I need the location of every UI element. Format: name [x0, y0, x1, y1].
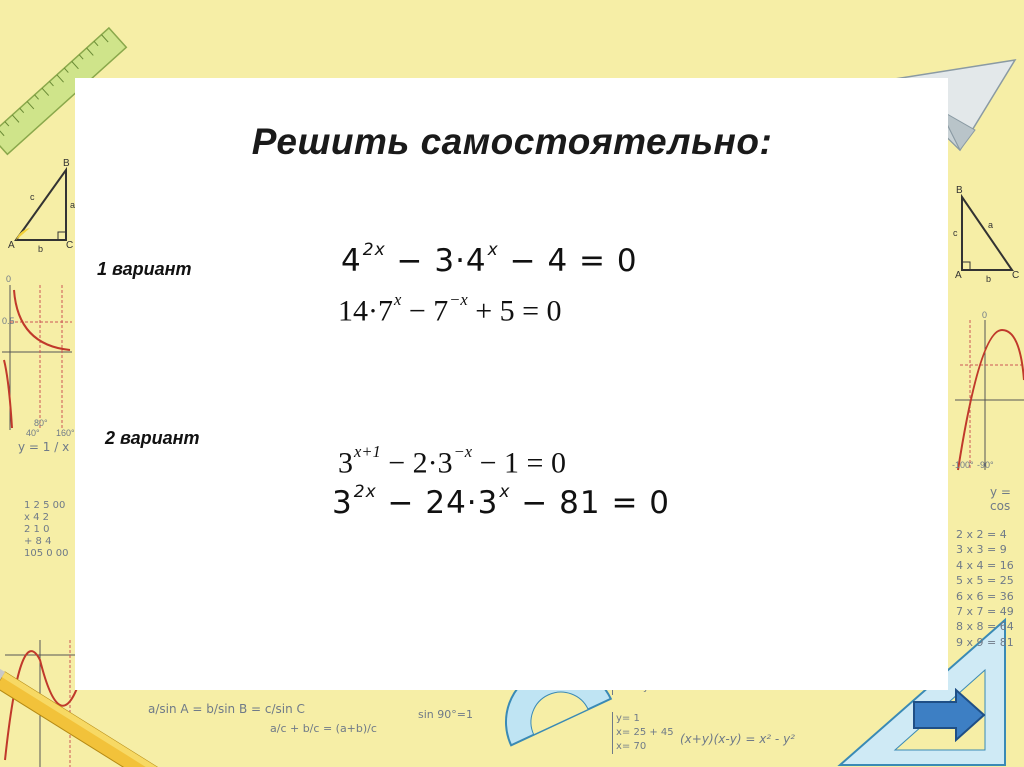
- svg-text:80°: 80°: [34, 418, 48, 428]
- multiplication-table: 2 x 2 = 4 3 x 3 = 9 4 x 4 = 16 5 x 5 = 25 6 x 6 = 36 7 x 7 = 49 8 x 8 = 64 9 x 9 = 81: [956, 528, 1014, 649]
- equation-system-2: y= 1 x= 25 + 45 x= 70: [612, 712, 674, 754]
- long-multiplication: 1 2 5 00 x 4 2 2 1 0 + 8 4 105 0 00: [24, 500, 69, 559]
- svg-text:a: a: [70, 200, 76, 210]
- svg-text:B: B: [63, 158, 70, 169]
- sine-rule: a/sin A = b/sin B = c/sin C: [148, 702, 305, 716]
- graph-cos-icon: [955, 320, 1024, 470]
- svg-text:0: 0: [6, 274, 12, 284]
- triangle-right-icon: [953, 185, 1019, 284]
- svg-text:a: a: [988, 220, 994, 230]
- svg-text:0.5: 0.5: [2, 316, 15, 326]
- svg-text:c: c: [953, 228, 958, 238]
- equation-2-2: $3^{2x} - 24\cdot 3^x - 81 = 0$: [332, 482, 671, 522]
- equation-1-2: $14\cdot 7^x - 7^{-x} + 5 = 0$: [338, 290, 562, 328]
- svg-text:b: b: [38, 244, 44, 254]
- svg-text:C: C: [1012, 270, 1020, 281]
- svg-text:A: A: [955, 270, 962, 281]
- slide-title: Решить самостоятельно:: [251, 121, 773, 162]
- svg-text:C: C: [66, 240, 74, 251]
- triangle-left-icon: [8, 158, 75, 254]
- next-slide-arrow-button[interactable]: [910, 688, 988, 742]
- svg-text:-100°: -100°: [952, 460, 974, 470]
- svg-text:A: A: [8, 240, 15, 251]
- equation-2-1: $3^{x+1} - 2\cdot 3^{-x} - 1 = 0$: [338, 442, 566, 480]
- svg-text:b: b: [986, 274, 992, 284]
- fraction-rule: a/c + b/c = (a+b)/c: [270, 722, 377, 735]
- sin-identity: sin 90°=1: [418, 708, 473, 721]
- difference-of-squares: (x+y)(x-y) = x² - y²: [680, 732, 795, 746]
- arrow-right-icon: [914, 690, 984, 740]
- svg-text:40°: 40°: [26, 428, 40, 438]
- svg-text:0: 0: [982, 310, 988, 320]
- equation-1-1: $4^{2x} - 3\cdot 4^x - 4 = 0$: [341, 240, 638, 280]
- variant-2-label: 2 вариант: [105, 428, 200, 448]
- graph-right-label: y = cos: [990, 485, 1011, 513]
- graph-1-over-x-icon: [2, 285, 72, 430]
- svg-text:-90°: -90°: [977, 460, 994, 470]
- svg-text:c: c: [30, 192, 35, 202]
- svg-text:B: B: [956, 185, 963, 196]
- graph-left-label: y = 1 / x: [18, 440, 70, 454]
- content-card: [75, 78, 948, 690]
- variant-1-label: 1 вариант: [97, 259, 192, 279]
- svg-text:160°: 160°: [56, 428, 75, 438]
